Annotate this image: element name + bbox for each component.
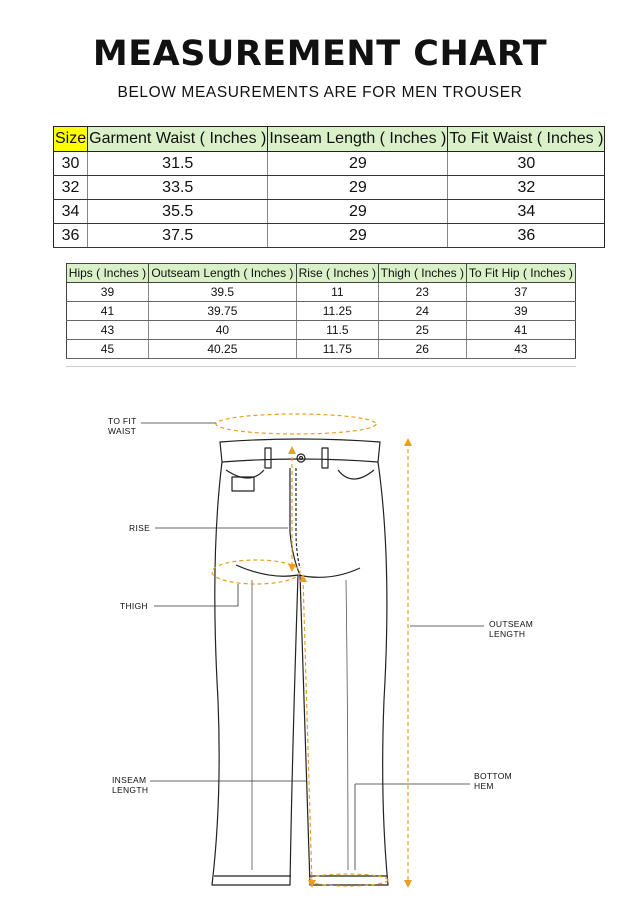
label-outseam-length: [489, 619, 533, 639]
label-line: THIGH: [120, 601, 148, 611]
label-line: WAIST: [108, 426, 137, 436]
table-cell: 30: [54, 152, 88, 176]
page-subtitle: BELOW MEASUREMENTS ARE FOR MEN TROUSER: [117, 84, 523, 101]
fly-stitch: [296, 468, 300, 568]
waist-measure-guide: [216, 414, 376, 434]
table-cell: 29: [268, 152, 448, 176]
label-bottom-hem: [474, 771, 512, 791]
label-line: LENGTH: [489, 629, 526, 639]
right-pocket: [338, 470, 374, 479]
table-cell: 43: [67, 321, 149, 340]
table-cell: 39.5: [148, 283, 296, 302]
table-cell: 26: [378, 340, 466, 359]
table-cell: 45: [67, 340, 149, 359]
table-cell: 39: [466, 302, 575, 321]
leader-thigh: [154, 584, 238, 606]
label-rise: [129, 523, 150, 533]
table-cell: 36: [54, 224, 88, 248]
label-line: RISE: [129, 523, 151, 533]
table-cell: 39: [67, 283, 149, 302]
column-header: To Fit Hip ( Inches ): [466, 264, 575, 283]
table-cell: 11.25: [296, 302, 378, 321]
table-cell: 34: [54, 200, 88, 224]
table-cell: 40.25: [148, 340, 296, 359]
table-cell: 11: [296, 283, 378, 302]
label-line: INSEAM: [112, 775, 147, 785]
column-header: To Fit Waist ( Inches ): [448, 127, 605, 152]
table-cell: 40: [148, 321, 296, 340]
column-header: Rise ( Inches ): [296, 264, 378, 283]
right-leg-outline: [300, 462, 388, 885]
belt-loop: [265, 448, 271, 468]
table-cell: 35.5: [88, 200, 268, 224]
table-cell: 39.75: [148, 302, 296, 321]
column-header: Thigh ( Inches ): [378, 264, 466, 283]
button-icon: [297, 454, 305, 462]
coin-pocket: [232, 477, 254, 491]
label-thigh: [120, 601, 148, 611]
page-title: MEASUREMENT CHART: [92, 34, 548, 74]
table-cell: 41: [67, 302, 149, 321]
table-cell: 37: [466, 283, 575, 302]
table-cell: 11.75: [296, 340, 378, 359]
table-cell: 37.5: [88, 224, 268, 248]
table-cell: 29: [268, 224, 448, 248]
column-header: Hips ( Inches ): [67, 264, 149, 283]
table-cell: 29: [268, 200, 448, 224]
inseam-measure-guide: [303, 578, 312, 884]
label-line: HEM: [474, 781, 494, 791]
table-cell: 41: [466, 321, 575, 340]
column-header: Size: [54, 127, 88, 152]
table-cell: 33.5: [88, 176, 268, 200]
belt-loop: [322, 448, 328, 468]
table-cell: 31.5: [88, 152, 268, 176]
table-cell: 11.5: [296, 321, 378, 340]
table-cell: 43: [466, 340, 575, 359]
label-to-fit-waist: [108, 416, 137, 436]
table-cell: 36: [448, 224, 605, 248]
table-cell: 23: [378, 283, 466, 302]
table-cell: 32: [448, 176, 605, 200]
column-header: Inseam Length ( Inches ): [268, 127, 448, 152]
label-line: BOTTOM: [474, 771, 513, 781]
table-cell: 30: [448, 152, 605, 176]
column-header: Outseam Length ( Inches ): [148, 264, 296, 283]
label-inseam-length: [112, 775, 148, 795]
table-cell: 24: [378, 302, 466, 321]
table-cell: 32: [54, 176, 88, 200]
left-leg-outline: [212, 462, 298, 885]
label-line: OUTSEAM: [489, 619, 534, 629]
label-line: LENGTH: [112, 785, 149, 795]
table-cell: 29: [268, 176, 448, 200]
table-cell: 34: [448, 200, 605, 224]
column-header: Garment Waist ( Inches ): [88, 127, 268, 152]
label-line: TO FIT: [108, 416, 137, 426]
table-cell: 25: [378, 321, 466, 340]
